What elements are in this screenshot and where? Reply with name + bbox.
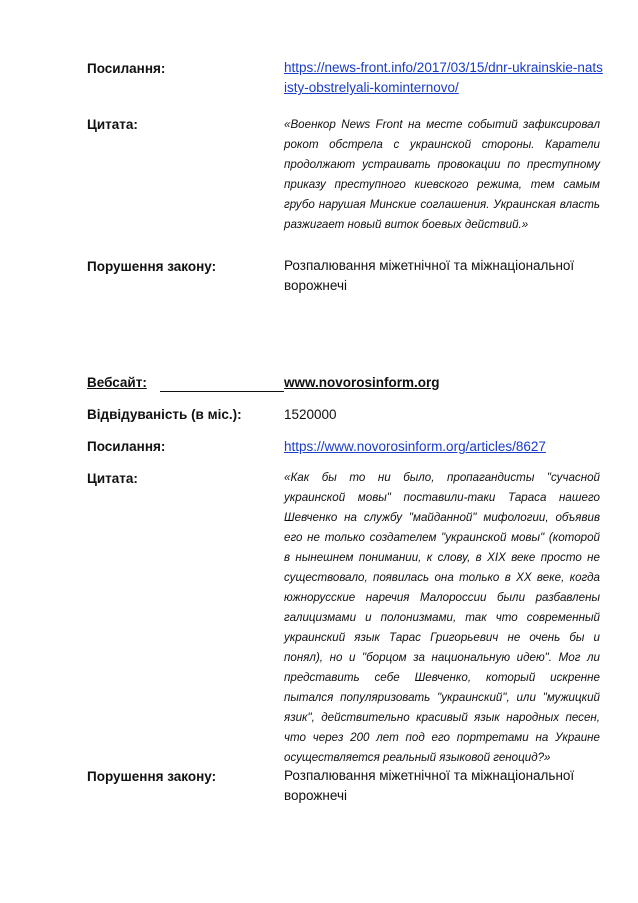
- violation-label: Порушення закону:: [87, 259, 217, 274]
- visits-value: 1520000: [284, 407, 337, 422]
- article-link-2[interactable]: https://www.novorosinform.org/articles/8627: [284, 439, 546, 454]
- quote-text: «Военкор News Front на месте событий зафиксировал рокот обстрела с украинской стороны. Каратели продолжают устраивать провокации по преступному приказу преступного киевского режима, тем самым грубо нарушая Минские соглашения. Украинская власть разжигает новый виток боевых действий.»: [284, 118, 600, 231]
- link-label-2: Посилання:: [87, 439, 166, 454]
- website-label: Вебсайт:: [87, 375, 147, 390]
- label-underline: [160, 391, 284, 392]
- link-label: Посилання:: [87, 61, 166, 76]
- quote-label: Цитата:: [87, 117, 138, 132]
- article-link[interactable]: https://news-front.info/2017/03/15/dnr-ukrainskie-natsisty-obstrelyali-kominternovo/: [284, 60, 603, 95]
- visits-label: Відвідуваність (в міс.):: [87, 407, 242, 422]
- violation-text-2: Розпалювання міжетнічної та міжнаціональної ворожнечі: [284, 768, 575, 803]
- violation-label-2: Порушення закону:: [87, 769, 217, 784]
- quote-text-2: «Как бы то ни было, пропагандисты "сучасной украинской мовы" поставили-таки Тараса нашего Шевченко на службу "майданной" мифологии, объявив его не только создателем "украинской мовы" (которой в нынешнем понимании, к слову, в XIX веке просто не существовало, появилась она только в XX веке, когда южнорусские наречия Малороссии были разбавлены галицизмами и полонизмами, так что современный украинский язык Тарас Григорьевич не очень бы и понял), но и "борцом за национальную идею". Мог ли представить себе Шевченко, который искренне пытался популяризовать "украинский", или "мужицкий язик", действительно красивый язык народных песен, что через 200 лет под его портретами на Украине осуществляется реальный языковой геноцид?»: [284, 471, 600, 764]
- quote-label-2: Цитата:: [87, 471, 138, 486]
- website-url[interactable]: www.novorosinform.org: [284, 375, 440, 390]
- violation-text: Розпалювання міжетнічної та міжнаціональної ворожнечі: [284, 258, 575, 293]
